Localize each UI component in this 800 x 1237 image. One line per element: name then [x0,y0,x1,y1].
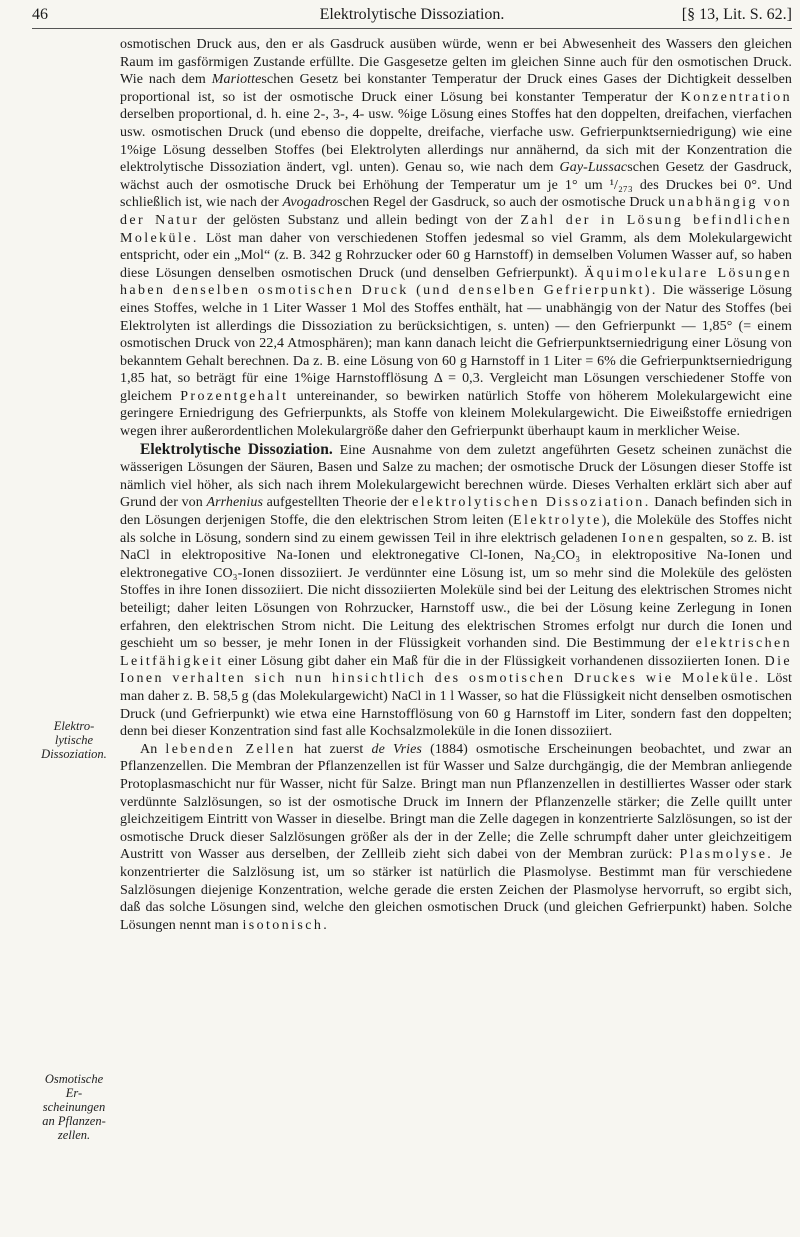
emphasis: elektrolytischen Dissoziation. [412,495,651,511]
page-header [32,6,792,26]
emphasis: Elektrolyte [513,513,602,529]
text-run: (1884) osmotische Erscheinungen beobachtet, und zwar an Pflanzenzellen. Die Membran der Pflanzenzellen ist für Wasser und Salze durchgängig, die der Membran anliegende Protoplasmaschicht nur für Wasser, nicht für Salze. Bringt man nun Pflanzenzellen in destilliertes Wasser oder stark verdünnte Salzlösungen, so ist der osmotische Druck im Innern der Pflanzenzelle stärker; die Zelle quillt unter gleichzeitigem Eintritt von Wasser in dieselbe. Bringt man die Zelle dagegen in konzentrierte Salzlösungen, so ist der osmotische Druck dieser Salzlösungen größer als der in der Zelle; die Zelle schrumpft daher unter gleichzeitigem Austritt von Wasser aus derselben, der Zellleib zieht sich dabei von der Membran zurück: [120,741,792,863]
text-run: Löst man daher z. B. 58,5 g (das Molekulargewicht) NaCl in 1 l Wasser, so hat die Flüssigkeit nicht denselben osmotischen Druck (und Gefrierpunkt) wie etwa eine Harnstofflösung von 60 g Harnstoff im Liter, sondern fast den doppelten; denn bei dieser Konzentration sind fast alle Kochsalzmoleküle in die Ionen dissoziiert. [120,671,792,740]
text-run: hat zuerst [295,741,372,757]
emphasis: Konzentration [680,89,792,105]
page-number: 46 [32,6,48,23]
text-run: Danach befinden sich in den Lösungen derjenigen Stoffe, die den elektrischen Strom leiten ( [120,495,792,529]
person-name: Arrhenius [206,495,263,511]
text-run: Löst man daher von verschiedenen Stoffen jedesmal so viel Gramm, als dem Molekulargewicht entspricht, oder ein „Mol“ (z. B. 342 g Rohrzucker oder 60 g Harnstoff) in demselben Volumen Wasser auf, so haben diese Lösungen denselben osmotischen Druck (und denselben Gefrierpunkt). [120,230,792,281]
emphasis: Zahl der in Lösung befindlichen Moleküle. [120,212,792,246]
margin-note-osmotische-erscheinungen [32,1072,116,1142]
margin-note-elektrolytische-dissoziation [32,719,116,761]
text-run: ), die Moleküle des Stoffes nicht als solche in Lösung, sondern sind zu einem gewissen Teil in ihre elektrisch geladenen [120,513,793,546]
running-title: Elektrolytische Dissoziation. [319,6,505,23]
paragraph-electrolytic-dissociation [120,441,792,741]
emphasis: isotonisch. [242,917,330,933]
person-name: Gay-Lussac [559,160,628,176]
person-name: de Vries [371,741,422,757]
text-run: osmotischen Druck aus, den er als Gasdruck ausüben würde, wenn er bei Abwesenheit des Wassers den gleichen Raum im gasförmigen Zustande erfüllte. Die Gasgesetze gelten im gleichen Sinne auch für den osmotischen Druck. Wie nach dem [120,37,792,88]
text-run: schen Gesetz der Gasdruck, wächst auch der osmotische Druck bei Erhöhung der Temperatur um je 1° um ¹/₂₇₃ des Druckes bei 0°. Und schließlich ist, wie nach der [120,160,792,211]
margin-note-text: Elektro- lytische Dissoziation. [41,719,107,761]
paragraph-osmotic-pressure [120,36,792,441]
text-run: untereinander, so bewirken natürlich Stoffe von höherem Molekulargewicht eine geringere Erniedrigung des Gefrierpunkts, als Stoffe von kleinem Molekulargewicht. Die Eiweißstoffe erniedrigen wegen ihrer außerordentlichen Molekulargröße daher den Gefrierpunkt überhaupt kaum in merklicher Weise. [120,388,792,440]
text-run: Eine Ausnahme von dem zuletzt angeführten Gesetz scheinen zunächst die wässerigen Lösungen der Säuren, Basen und Salze zu machen; der osmotische Druck der Lösungen dieser Stoffe ist nämlich viel höher, als sich nach ihrem Molekulargewicht berechnen würde. Dieses Verhalten erklärt sich aber auf Grund der von [120,442,792,511]
text-run: An [140,741,166,757]
person-name: Avogadro [282,195,338,211]
header-rule [32,28,792,29]
body-text [120,36,792,934]
text-run: Die wässerige Lösung eines Stoffes, welche in 1 Liter Wasser 1 Mol des Stoffes enthält, hat — unabhängig von der Natur des Stoffes (bei Elektrolyten ist allerdings die Dissoziation zu berücksichtigen, s. unten) — den Gefrierpunkt — 1,85° (= einem osmotischen Druck von 22,4 Atmosphären); man kann danach leicht die Gefrierpunktserniedrigung einer Lösung von bekanntem Gehalt berechnen. Da z. B. eine Lösung von 60 g Harnstoff in 1 Liter = 6% die Gefrierpunktserniedrigung 1,85 hat, so beträgt für eine 1%ige Harnstofflösung Δ = 0,3. Vergleicht man Lösungen verschiedener Stoffe von gleichem [120,283,792,404]
emphasis: elektrischen Leitfähigkeit [120,636,792,669]
text-run: der gelösten Substanz und allein bedingt von der [199,212,521,228]
emphasis: Die Ionen verhalten sich nun hinsichtlich des osmotischen Druckes wie Moleküle. [120,653,792,687]
emphasis: unabhängig von der Natur [120,195,793,228]
emphasis: Prozentgehalt [180,388,289,404]
person-name: Mariotte [211,72,262,88]
emphasis: Plasmolyse. [679,847,774,863]
section-reference: [§ 13, Lit. S. 62.] [681,6,792,23]
text-run: schen Regel der Gasdruck, so auch der osmotische Druck [337,195,669,211]
emphasis: Äquimolekulare Lösungen haben denselben osmotischen Druck (und denselben Gefrierpunkt). [120,265,793,299]
section-heading: Elektrolytische Dissoziation. [140,440,333,458]
emphasis: Ionen [621,530,666,546]
emphasis: lebenden Zellen [165,741,296,757]
text-run: aufgestellten Theorie der [262,495,413,511]
text-run: einer Lösung gibt daher ein Maß für die in der Flüssigkeit vorhandenen dissoziierten Ionen. [223,653,765,669]
text-run: derselben proportional, d. h. eine 2-, 3-, 4- usw. %ige Lösung eines Stoffes hat den doppelten, dreifachen, vierfachen usw. osmotischen Druck (und ebenso die doppelte, dreifache, vierfache usw. Gefrierpunktserniedrigung) wie eine 1%ige Lösung desselben Stoffes (bei Elektrolyten allerdings nur annähernd, da sich mit der Konzentration die elektrolytische Dissoziation ändert, vgl. unten). Genau so, wie nach dem [120,107,792,176]
text-run: Je konzentrierter die Salzlösung ist, um so stärker ist natürlich die Plasmolyse. Bestimmt man für verschiedene Salzlösungen diejenige Konzentration, welche gerade die ersten Zeichen der Plasmolyse hervorruft, so ergibt sich, daß das solche Lösungen sind, welche den gleichen osmotischen Druck (und gleichen Gefrierpunkt) haben. Solche Lösungen nennt man [120,847,792,933]
text-run: gespalten, so z. B. ist NaCl in elektropositive Na-Ionen und elektronegative Cl-Ionen, Na₂CO₃ in elektropositive Na-Ionen und elektronegative CO₃-Ionen dissoziiert. Je verdünnter eine Lösung ist, um so mehr sind die Moleküle des gelösten Stoffes in ihre Ionen dissoziiert. Die nicht dissoziierten Moleküle sind bei der Leitung des elektrischen Stromes nicht beteiligt; daher leiten Lösungen von Rohrzucker, Harnstoff usw., die bei der Lösung keine Zerlegung in Ionen erfahren, den elektrischen Strom nicht. Die Leitung des elektrischen Stromes erfolgt nur durch die Ionen und geschieht um so besser, je mehr Ionen in der Flüssigkeit vorhanden sind. Die Bestimmung der [120,530,792,652]
text-run: schen Gesetz bei konstanter Temperatur der Druck eines Gases der Dichtigkeit desselben proportional ist, so ist der osmotische Druck einer Lösung bei konstanter Temperatur der [120,72,793,105]
margin-note-text: Osmotische Er- scheinungen an Pflanzen- zellen. [42,1072,106,1142]
paragraph-plant-cells [120,741,792,935]
